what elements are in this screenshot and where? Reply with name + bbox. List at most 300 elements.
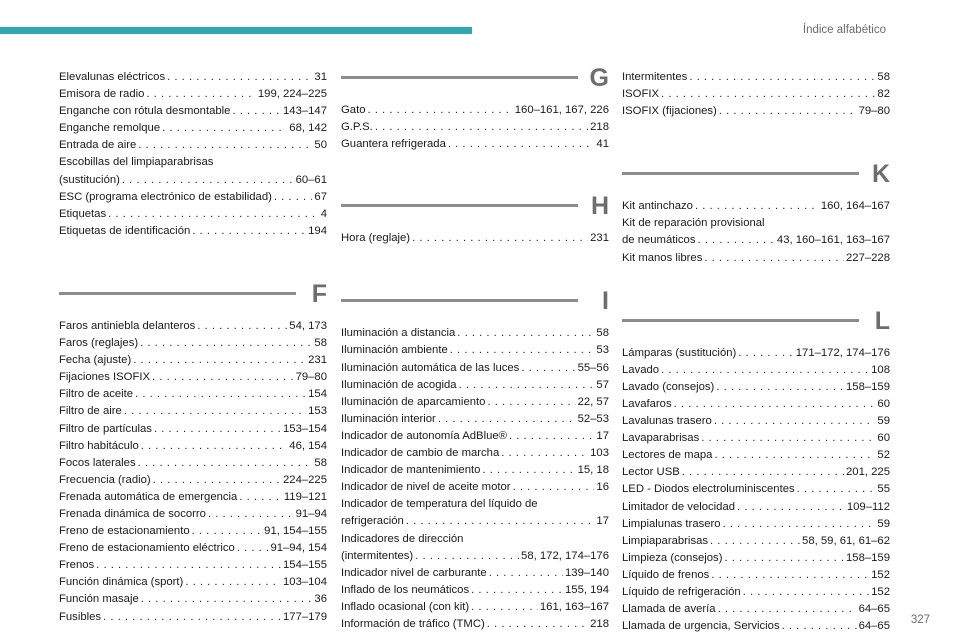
- index-entry-pages: 91–94: [295, 507, 327, 520]
- index-entry-term: refrigeración: [341, 515, 404, 528]
- section-letter: L: [874, 306, 890, 335]
- index-entry: [341, 230, 609, 247]
- index-entry-pages: 161, 163–167: [539, 600, 609, 613]
- index-entry-pages: 109–112: [846, 500, 890, 513]
- index-entry-term: Intermitentes: [622, 71, 688, 83]
- dot-leader: [140, 335, 312, 352]
- dot-leader: [459, 377, 595, 394]
- index-entry-term: Limpialunas trasero: [622, 517, 721, 530]
- index-entry-term: Indicador de autonomía AdBlue®: [341, 429, 507, 442]
- index-entry: [622, 533, 890, 550]
- index-entry-pages: 119–121: [283, 490, 327, 503]
- dot-leader: [487, 394, 575, 411]
- dot-leader: [239, 489, 281, 506]
- index-entry-pages: 58, 59, 61, 61–62: [802, 534, 890, 547]
- index-entry-pages: 59: [877, 415, 890, 428]
- dot-leader: [513, 479, 595, 496]
- index-entry: [341, 582, 609, 599]
- index-entry-term: Iluminación ambiente: [341, 344, 448, 357]
- index-entry-pages: 59: [877, 517, 890, 530]
- index-entry-term: Etiquetas de identificación: [59, 224, 191, 237]
- index-entry: [622, 567, 890, 584]
- index-entry-pages: 177–179: [283, 610, 327, 623]
- index-entry-term: ESC (programa electrónico de estabilidad): [59, 190, 272, 203]
- index-entry-term: Hora (reglaje): [341, 232, 411, 245]
- section-header-k: [622, 160, 890, 198]
- dot-leader: [167, 69, 312, 86]
- index-entry-term: Faros (reglajes): [59, 337, 139, 350]
- index-entry-term: Filtro de aire: [59, 405, 122, 418]
- dot-leader: [797, 481, 876, 498]
- index-entry-pages: 41: [596, 138, 609, 151]
- index-entry: [341, 513, 609, 530]
- index-entry: [59, 421, 327, 438]
- index-entry-term: Fijaciones ISOFIX: [59, 371, 151, 384]
- index-entry-pages: 155, 194: [565, 583, 609, 596]
- index-entry-term: Lavado: [622, 363, 660, 376]
- index-column-2: [341, 64, 609, 633]
- index-entry-term: Líquido de refrigeración: [622, 585, 741, 598]
- index-entry-term: Lámparas (sustitución): [622, 346, 737, 359]
- index-entry-term: Entrada de aire: [59, 139, 137, 152]
- index-entry-pages: 43, 160–161, 163–167: [776, 234, 890, 247]
- dot-leader: [415, 548, 519, 565]
- index-entry-pages: 68, 142: [289, 122, 327, 135]
- header-accent-bar: [0, 27, 472, 34]
- index-entry-term: Función dinámica (sport): [59, 576, 184, 589]
- index-entry-pages: 52: [877, 449, 890, 462]
- dot-leader: [103, 609, 281, 626]
- dot-leader: [697, 232, 774, 249]
- dot-leader: [192, 523, 263, 540]
- index-entry-term: Lavaparabrisas: [622, 432, 700, 445]
- dot-leader: [724, 550, 844, 567]
- index-entry: [622, 345, 890, 362]
- index-entry-pages: 17: [596, 515, 609, 528]
- dot-leader: [695, 198, 819, 215]
- index-entry: [622, 396, 890, 413]
- index-entry: [341, 445, 609, 462]
- index-entry: [59, 352, 327, 369]
- index-entry: [341, 394, 609, 411]
- dot-leader: [704, 250, 844, 267]
- index-entry-term: Información de tráfico (TMC): [341, 617, 485, 630]
- dot-leader: [521, 360, 575, 377]
- index-entry-text: Kit de reparación provisional: [622, 217, 765, 230]
- index-entry-pages: 55: [877, 483, 890, 496]
- dot-leader: [124, 403, 306, 420]
- dot-leader: [162, 120, 287, 137]
- index-entry-term: Lavado (consejos): [622, 380, 715, 393]
- dot-leader: [450, 342, 595, 359]
- dot-leader: [412, 230, 588, 247]
- index-entry: [59, 455, 327, 472]
- index-entry: [59, 335, 327, 352]
- dot-leader: [719, 103, 857, 120]
- index-entry: [59, 609, 327, 626]
- index-entry-pages: 160–161, 167, 226: [514, 104, 609, 116]
- index-entry-pages: 218: [590, 617, 609, 630]
- index-entry-pages: 199, 224–225: [257, 88, 327, 101]
- dot-leader: [710, 533, 800, 550]
- section-rule: [59, 292, 296, 295]
- dot-leader: [197, 318, 287, 335]
- index-entry-text: Indicadores de dirección: [341, 532, 464, 545]
- dot-leader: [375, 119, 588, 136]
- index-entry-pages: 58: [314, 456, 327, 469]
- index-entry-term: Líquido de frenos: [622, 568, 710, 581]
- index-entry: [59, 386, 327, 403]
- index-entry: [59, 574, 327, 591]
- index-entry-term: Frenada automática de emergencia: [59, 490, 238, 503]
- dot-leader: [714, 447, 875, 464]
- index-entry: [341, 411, 609, 428]
- index-entry-pages: 36: [314, 593, 327, 606]
- index-entry: [59, 189, 327, 206]
- index-entry-pages: 143–147: [283, 105, 327, 118]
- dot-leader: [146, 86, 255, 103]
- section-letter: K: [871, 160, 890, 189]
- dot-leader: [153, 472, 281, 489]
- index-entry-pages: 103–104: [283, 576, 327, 589]
- dot-leader: [122, 172, 294, 189]
- section-header-g: [341, 64, 609, 102]
- dot-leader: [368, 102, 513, 119]
- index-entry-pages: 60: [877, 432, 890, 445]
- index-entry: [59, 172, 327, 189]
- index-entry: [622, 379, 890, 396]
- page-header-title: Índice alfabético: [802, 24, 886, 36]
- index-entry: [341, 360, 609, 377]
- index-entry-term: Limpiaparabrisas: [622, 534, 709, 547]
- index-entry-term: (intermitentes): [341, 549, 414, 562]
- dot-leader: [274, 189, 313, 206]
- index-entry-term: Indicador de cambio de marcha: [341, 447, 500, 460]
- index-entry-term: Filtro de partículas: [59, 422, 152, 435]
- index-entry-term: Inflado de los neumáticos: [341, 583, 470, 596]
- section-rule: [341, 76, 578, 79]
- index-entry-term: Iluminación interior: [341, 412, 436, 425]
- dot-leader: [108, 206, 319, 223]
- index-entry-term: Indicador de nivel de aceite motor: [341, 481, 511, 494]
- index-entry: [341, 462, 609, 479]
- index-entry-pages: 50: [314, 139, 327, 152]
- index-entry-pages: 231: [308, 354, 327, 367]
- index-entry-term: Lectores de mapa: [622, 449, 713, 462]
- dot-leader: [782, 618, 857, 635]
- index-entry: [622, 430, 890, 447]
- index-entry: [622, 250, 890, 267]
- index-entry-pages: 17: [596, 429, 609, 442]
- index-entry-term: Fusibles: [59, 610, 102, 623]
- index-entry: [59, 103, 327, 120]
- index-entry-pages: 153–154: [283, 422, 327, 435]
- dot-leader: [133, 352, 306, 369]
- index-entry-pages: 79–80: [858, 105, 890, 118]
- index-entry-term: G.P.S.: [341, 121, 373, 134]
- index-entry: [341, 325, 609, 342]
- index-entry-pages: 152: [871, 585, 890, 598]
- index-entry-term: Freno de estacionamiento: [59, 525, 190, 538]
- index-column-1: [59, 69, 327, 626]
- dot-leader: [457, 325, 594, 342]
- index-entry-term: Filtro habitáculo: [59, 439, 139, 452]
- index-entry-term: Llamada de avería: [622, 603, 716, 616]
- index-entry-text: Indicador de temperatura del líquido de: [341, 498, 538, 511]
- index-entry-pages: 79–80: [295, 371, 327, 384]
- index-entry-term: Lector USB: [622, 466, 680, 479]
- index-entry-pages: 64–65: [858, 603, 890, 616]
- index-entry-pages: 158–159: [846, 380, 890, 393]
- index-entry-term: Fecha (ajuste): [59, 354, 132, 367]
- index-entry-term: Iluminación automática de las luces: [341, 361, 520, 374]
- index-entry-pages: 171–172, 174–176: [795, 346, 890, 359]
- dot-leader: [701, 430, 875, 447]
- dot-leader: [661, 86, 875, 103]
- index-entry-term: Filtro de aceite: [59, 388, 134, 401]
- dot-leader: [135, 386, 306, 403]
- index-entry-text: Escobillas del limpiaparabrisas: [59, 156, 214, 169]
- index-entry-term: Enganche remolque: [59, 122, 161, 135]
- index-entry: [341, 616, 609, 633]
- index-entry-term: Gato: [341, 104, 366, 116]
- index-entry-pages: 82: [877, 88, 890, 101]
- dot-leader: [185, 574, 281, 591]
- dot-leader: [674, 396, 876, 413]
- dot-leader: [406, 513, 595, 530]
- index-entry-term: Frenos: [59, 559, 95, 572]
- dot-leader: [661, 362, 869, 379]
- index-entry: [622, 499, 890, 516]
- index-entry: [622, 198, 890, 215]
- index-entry: [341, 136, 609, 153]
- section-header-l: [622, 306, 890, 345]
- index-entry-pages: 139–140: [565, 566, 609, 579]
- index-entry: [622, 618, 890, 635]
- dot-leader: [723, 516, 876, 533]
- index-entry: [622, 601, 890, 618]
- index-entry-pages: 108: [871, 363, 890, 376]
- index-entry-pages: 64–65: [858, 620, 890, 633]
- index-entry: [59, 369, 327, 386]
- index-entry: [59, 489, 327, 506]
- index-entry: [59, 403, 327, 420]
- index-entry: [59, 318, 327, 335]
- index-entry: [341, 342, 609, 359]
- index-entry: [622, 464, 890, 481]
- index-entry-term: de neumáticos: [622, 234, 696, 247]
- index-entry-term: ISOFIX (fijaciones): [622, 105, 717, 118]
- index-entry-term: Limitador de velocidad: [622, 500, 736, 513]
- index-entry-pages: 57: [596, 378, 609, 391]
- section-rule: [622, 172, 859, 175]
- dot-leader: [237, 540, 269, 557]
- dot-leader: [471, 582, 563, 599]
- dot-leader: [154, 421, 281, 438]
- dot-leader: [716, 379, 844, 396]
- index-entry: [59, 137, 327, 154]
- index-entry-term: Indicador nivel de carburante: [341, 566, 487, 579]
- dot-leader: [711, 567, 869, 584]
- index-entry: [59, 506, 327, 523]
- dot-leader: [482, 462, 575, 479]
- dot-leader: [487, 616, 588, 633]
- index-entry-pages: 60: [877, 397, 890, 410]
- index-entry-term: Freno de estacionamiento eléctrico: [59, 542, 235, 555]
- index-entry: [341, 548, 609, 565]
- dot-leader: [743, 584, 869, 601]
- index-entry-term: Limpieza (consejos): [622, 551, 723, 564]
- index-entry-term: Iluminación de acogida: [341, 378, 457, 391]
- index-entry: [59, 523, 327, 540]
- section-header-i: [341, 287, 609, 325]
- dot-leader: [448, 136, 595, 153]
- index-entry: [341, 599, 609, 616]
- index-entry-pages: 154: [308, 388, 327, 401]
- index-entry: [341, 119, 609, 136]
- index-entry-term: Enganche con rótula desmontable: [59, 105, 231, 118]
- index-entry: [622, 447, 890, 464]
- index-entry: [622, 103, 890, 120]
- index-entry: [622, 232, 890, 249]
- index-entry-pages: 224–225: [283, 473, 327, 486]
- index-entry: [59, 69, 327, 86]
- dot-leader: [718, 601, 857, 618]
- index-entry-pages: 54, 173: [289, 319, 327, 332]
- index-entry-term: (sustitución): [59, 173, 120, 186]
- index-entry: [59, 206, 327, 223]
- section-letter: G: [589, 64, 609, 92]
- section-letter: H: [590, 192, 609, 221]
- index-entry: [622, 413, 890, 430]
- dot-leader: [489, 565, 563, 582]
- index-entry-term: LED - Diodos electroluminiscentes: [622, 483, 795, 496]
- index-entry-pages: 52–53: [577, 412, 609, 425]
- index-entry: [341, 479, 609, 496]
- dot-leader: [208, 506, 294, 523]
- dot-leader: [192, 223, 306, 240]
- index-entry-pages: 60–61: [295, 173, 327, 186]
- section-header-h: [341, 192, 609, 230]
- index-entry: [622, 362, 890, 379]
- dot-leader: [501, 445, 588, 462]
- dot-leader: [738, 345, 793, 362]
- index-entry-term: Frenada dinámica de socorro: [59, 507, 206, 520]
- index-entry: [622, 516, 890, 533]
- index-entry-term: Kit manos libres: [622, 251, 703, 264]
- index-entry: [622, 69, 890, 86]
- index-entry-pages: 55–56: [577, 361, 609, 374]
- dot-leader: [152, 369, 294, 386]
- index-entry: [59, 540, 327, 557]
- index-entry-term: Etiquetas: [59, 207, 107, 220]
- index-entry: [59, 438, 327, 455]
- index-entry-term: Lavafaros: [622, 397, 672, 410]
- index-entry-pages: 153: [308, 405, 327, 418]
- index-entry-term: Focos laterales: [59, 456, 136, 469]
- page-number: 327: [910, 614, 930, 626]
- index-entry-pages: 227–228: [846, 251, 890, 264]
- index-entry-term: Elevalunas eléctricos: [59, 71, 166, 83]
- index-entry: [59, 591, 327, 608]
- index-entry: [622, 481, 890, 498]
- index-entry-pages: 58: [314, 337, 327, 350]
- index-entry: [59, 223, 327, 240]
- dot-leader: [714, 413, 876, 430]
- index-entry-pages: 16: [596, 481, 609, 494]
- index-entry-pages: 160, 164–167: [820, 200, 890, 213]
- dot-leader: [96, 557, 281, 574]
- section-letter: I: [602, 287, 609, 316]
- index-entry-pages: 91, 154–155: [264, 525, 327, 538]
- index-entry: [341, 428, 609, 445]
- index-entry: [59, 472, 327, 489]
- index-entry-term: Frecuencia (radio): [59, 473, 151, 486]
- index-entry-pages: 201, 225: [846, 466, 890, 479]
- index-entry-pages: 22, 57: [577, 395, 609, 408]
- section-rule: [622, 319, 859, 322]
- index-entry-pages: 103: [590, 447, 609, 460]
- index-entry-pages: 158–159: [846, 551, 890, 564]
- index-entry-pages: 231: [590, 232, 609, 245]
- index-entry-term: Emisora de radio: [59, 88, 145, 101]
- section-rule: [341, 299, 578, 302]
- dot-leader: [471, 599, 538, 616]
- index-entry: [59, 557, 327, 574]
- section-rule: [341, 204, 578, 207]
- index-entry-term: Indicador de mantenimiento: [341, 464, 481, 477]
- index-entry: [341, 102, 609, 119]
- index-entry-pages: 58, 172, 174–176: [521, 549, 609, 562]
- index-entry-term: Iluminación de aparcamiento: [341, 395, 486, 408]
- index-entry-term: ISOFIX: [622, 88, 660, 101]
- index-entry-term: Función masaje: [59, 593, 139, 606]
- index-entry-term: Llamada de urgencia, Servicios: [622, 620, 780, 633]
- dot-leader: [682, 464, 844, 481]
- dot-leader: [438, 411, 576, 428]
- index-entry-pages: 58: [877, 71, 890, 83]
- index-entry-pages: 152: [871, 568, 890, 581]
- index-column-3: [622, 69, 890, 635]
- index-entry-pages: 46, 154: [289, 439, 327, 452]
- index-entry: [622, 584, 890, 601]
- index-entry-pages: 4: [320, 207, 327, 220]
- dot-leader: [509, 428, 594, 445]
- index-entry: [341, 377, 609, 394]
- index-entry-pages: 31: [314, 71, 327, 83]
- index-entry: [622, 86, 890, 103]
- index-entry: [59, 86, 327, 103]
- dot-leader: [689, 69, 875, 86]
- dot-leader: [141, 591, 313, 608]
- dot-leader: [138, 455, 313, 472]
- index-entry-term: Inflado ocasional (con kit): [341, 600, 470, 613]
- index-entry-term: Faros antiniebla delanteros: [59, 319, 196, 332]
- index-entry-term: Kit antinchazo: [622, 200, 693, 213]
- dot-leader: [737, 499, 845, 516]
- index-entry-pages: 91–94, 154: [270, 542, 327, 555]
- index-entry-term: Iluminación a distancia: [341, 327, 456, 340]
- index-entry-pages: 67: [314, 190, 327, 203]
- index-entry-pages: 218: [590, 121, 609, 134]
- section-letter: F: [311, 279, 327, 308]
- index-entry: [622, 550, 890, 567]
- index-entry-pages: 194: [308, 224, 327, 237]
- index-entry-pages: 53: [596, 344, 609, 357]
- section-header-f: [59, 279, 327, 318]
- index-entry-term: Guantera refrigerada: [341, 138, 446, 151]
- dot-leader: [232, 103, 281, 120]
